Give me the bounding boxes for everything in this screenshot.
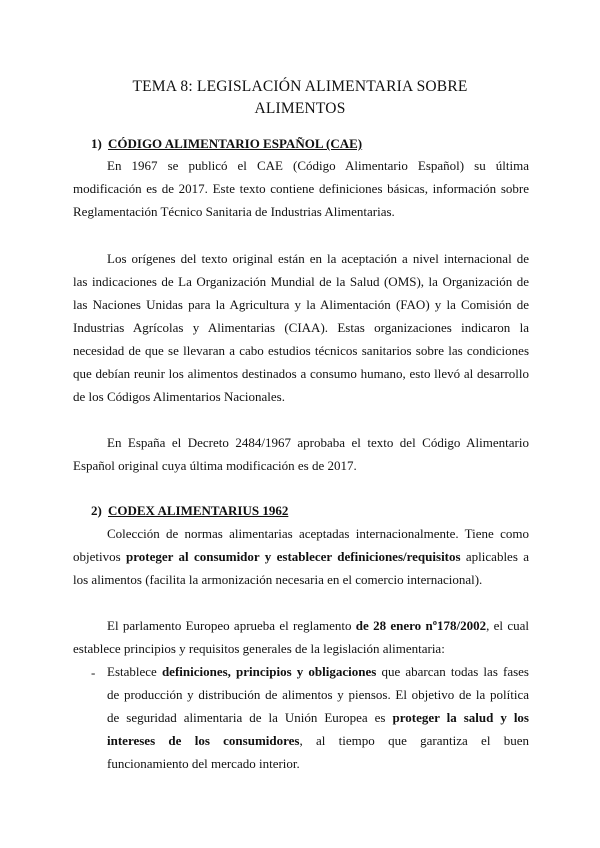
paragraph-line: establece principios y requisitos generales de la legislación alimentaria: (73, 641, 445, 656)
paragraph-line: Colección de normas alimentarias aceptadas internacionalmente. Tiene como (107, 526, 529, 541)
bullet-line: funcionamiento del mercado interior. (107, 756, 300, 771)
section-title: CODEX ALIMENTARIUS 1962 (108, 503, 289, 518)
emphasis-text: intereses de los consumidores (107, 733, 300, 748)
emphasis-text: definiciones, principios y obligaciones (161, 664, 377, 679)
bullet-line: intereses de los consumidores, al tiempo que garantiza el buen (107, 733, 529, 748)
title-line-2: ALIMENTOS (254, 100, 346, 117)
bullet-line: de seguridad alimentaria de la Unión Europea es proteger la salud y los (107, 710, 529, 725)
section-title: CÓDIGO ALIMENTARIO ESPAÑOL (CAE) (108, 136, 363, 151)
paragraph-line: que debían reunir los alimentos destinados a consumo humano, esto llevó al desarrollo (73, 366, 529, 381)
paragraph-line: El parlamento Europeo aprueba el reglamento de 28 enero nº178/2002, el cual (107, 618, 529, 633)
paragraph-line: Español original cuya última modificación es de 2017. (73, 458, 357, 473)
paragraph-line: Reglamentación Técnico Sanitaria de Industrias Alimentarias. (73, 204, 395, 219)
title-line-1: TEMA 8: LEGISLACIÓN ALIMENTARIA SOBRE (132, 78, 468, 95)
emphasis-text: de 28 enero nº178/2002 (355, 618, 487, 633)
section-number: 1) (91, 136, 102, 151)
section-number: 2) (91, 503, 102, 518)
paragraph-line: los alimentos (facilita la armonización necesaria en el comercio internacional). (73, 572, 483, 587)
paragraph-line: modificación es de 2017. Este texto contiene definiciones básicas, información sobre (73, 181, 529, 196)
section-2-heading (91, 503, 288, 519)
paragraph-line: las Naciones Unidas para la Agricultura y la Alimentación (FAO) y la Comisión de (73, 297, 529, 312)
paragraph-line: En España el Decreto 2484/1967 aprobaba el texto del Código Alimentario (107, 435, 529, 450)
bullet-marker: - (91, 665, 96, 680)
paragraph-line: de los Códigos Alimentarios Nacionales. (73, 389, 285, 404)
paragraph-line: Industrias Agrícolas y Alimentarias (CIAA). Estas organizaciones indicaron la (73, 320, 529, 335)
paragraph-line: En 1967 se publicó el CAE (Código Alimentario Español) su última (107, 158, 529, 173)
paragraph-line: objetivos proteger al consumidor y establecer definiciones/requisitos aplicables a (73, 549, 529, 564)
paragraph-line: las indicaciones de La Organización Mundial de la Salud (OMS), la Organización de (73, 274, 529, 289)
emphasis-text: proteger la salud y los (392, 710, 529, 725)
bullet-line: Establece definiciones, principios y obligaciones que abarcan todas las fases (107, 664, 529, 679)
emphasis-text: proteger al consumidor y establecer definiciones/requisitos (126, 549, 461, 564)
paragraph-line: necesidad de que se llevaran a cabo estudios técnicos sanitarios sobre las condiciones (73, 343, 529, 358)
paragraph-line: Los orígenes del texto original están en la aceptación a nivel internacional de (107, 251, 529, 266)
section-1-heading (91, 136, 362, 152)
bullet-line: de producción y distribución de alimentos y piensos. El objetivo de la política (107, 687, 529, 702)
